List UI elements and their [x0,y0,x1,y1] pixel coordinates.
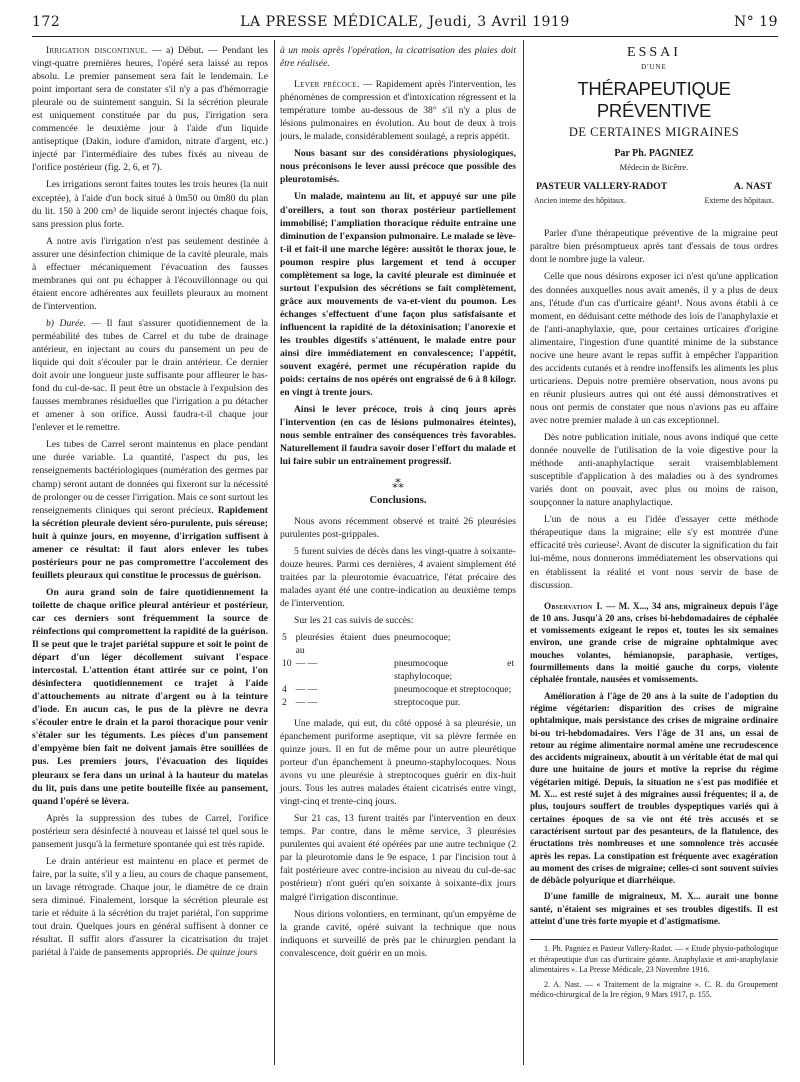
paragraph: 5 furent suivies de décès dans les vingt-quatre à soixante-douze heures. Parmi ces dernières, 4 avaient simplement été traitées par la pleurotomie évacuatrice, l'état précaire des malades ayant été une contre-indication au deuxième temps de l'intervention. [280,545,516,609]
paragraph: A notre avis l'irrigation n'est pas seulement destinée à assurer une désinfection chimique de la cavité pleurale, mais à effectuer mécaniquement l'évacuation des fausses membranes qui ont pu échapper à l'écouvillonnage ou qui étaient encore adhérentes aux feuillets pleuraux au moment de l'intervention. [32,235,268,312]
case-count: 5 [282,631,287,643]
observation-paragraph: Amélioration à l'âge de 20 ans à la suite de l'adoption du régime végétarien: disparition des crises de migraine ophtalmique, mais persistance des crises de migraine ordinaire bi-ou tri-hebdomadaires. Vers l'âge de 31 ans, un essai de retour au régime alimentaire normal amène une recrudescence des accidents migraineux, aboutit à un véritable état de mal qui dure une huitaine de jours et motive la reprise du régime végétarien mitigé. Depuis, la situation ne s'est pas modifiée et M. X... est resté sujet à des migraines aussi fréquentes; il a, de plus, toujours souffert de troubles dyspeptiques variés qui à certaines époques de sa vie ont été très accusés et se caractérisent surtout par des pesanteurs, de la flatulence, des éructations très nombreuses et une somnolence très accusée après les repas. La constipation est fréquente avec exagération au moment des crises de migraine; celles-ci sont souvent suivies de débâcle polyurique et diarrhéique. [530,690,778,886]
paragraph-text: — M. X..., 34 ans, migraineux depuis l'âge de 10 ans. Jusqu'à 20 ans, crises bi-hebdomadaires de céphalée et vomissements exigeant le repos et, toutes les six semaines environ, une grande crise de migraine ophtalmique avec mouches volantes, hémianopsie, paraphasie, vertiges, fourmillements dans la moitié gauche du corps, violente céphalée frontale, nausées et vomissements. [530,600,779,685]
column-3 [530,44,778,1005]
column-1 [32,44,268,963]
paragraph-irrigation [32,44,268,174]
column-2 [280,44,516,964]
paragraph-text: — Il faut s'assurer quotidiennement de la perméabilité des tubes de Carrel et du tube de drainage antérieur, en injectant au cours du pansement un peu de liquide qui doit s'écouler par le drain antérieur. Ce dernier doit avoir une longueur juste suffisante pour affleurer le bas-fond du cul-de-sac. Il peut être un obstacle à l'expulsion des fausses membranes résiduelles que l'irrigation a pu détacher et amener à son orifice. Aussi faudra-t-il chaque jour l'enlever et le remettre. [32,317,268,434]
journal-title: LA PRESSE MÉDICALE, Jeudi, 3 Avril 1919 [240,14,570,30]
table-row [280,683,516,696]
cases-table [280,631,516,709]
conclusions-heading: Conclusions. [369,494,427,506]
header-rule [32,36,778,37]
section-ornament: ⁂ [392,477,404,492]
observation-lead: Observation I. [544,600,603,611]
paragraph: Celle que nous désirons exposer ici n'est qu'une application des données auxquelles nous avait amenés, il y a plus de deux ans, l'étude d'un cas d'urticaire géant¹. Nous avons établi à ce moment, en déduisant cette méthode des lois de l'anaphylaxie et de l'anti-anaphylaxie, que, pour certaines urticaires d'origine alimentaire, l'ingestion d'une quantité minime de la substance nocive une heure avant le repas suffit à empêcher l'apparition des accidents cutanés et à rendre inoffensifs les aliments les plus urticariens. Depuis notre première observation, nous avons pu en réunir plusieurs autres qui ont été aussi démonstratives et nous ont permis de constater que nous n'avions pas eu affaire avec notre premier malade à un cas exceptionnel. [530,271,778,426]
authors-row [530,180,778,193]
issue-number: N° 19 [733,14,778,30]
case-count: 10 [282,657,292,669]
paragraph [32,438,268,582]
affiliations-row [530,194,778,207]
table-row [280,696,516,709]
paragraph-lever-precoce [280,78,516,143]
paragraph: Les irrigations seront faites toutes les trois heures (la nuit exceptée), à l'aide d'un bock situé à 0m50 ou 0m80 du plan du lit. 150 à 200 cm³ de liquide seront injectés chaque fois, sans pression plus forte. [32,179,268,230]
article-title: THÉRAPEUTIQUE PRÉVENTIVE [577,78,731,122]
footnote-rule [530,939,778,940]
footnote-2: 2. A. Nast. — « Traitement de la migraine ». C. R. du Groupement médico-chirurgical de la Ire région, 9 Mars 1917, p. 155. [530,979,778,1000]
paragraph: Après la suppression des tubes de Carrel, l'orifice postérieur sera désinfecté à nouveau et laissé tel quel sous le pansement jusqu'à la fermeture spontanée qui est très rapide. [32,812,268,850]
paragraph-text: Le drain antérieur est maintenu en place et permet de faire, par la suite, s'il y a lieu, au cours de chaque pansement, un lavage rétrograde. Chaque jour, le diamètre de ce drain sera diminué. Finalement, lorsque la sécrétion pleurale est tarie et réduite à la sécrétion du trajet pariétal, l'on supprime tout drain. Quelques jours en général suffisent à donner ce résultat. Il suffit alors d'assurer la cicatrisation du trajet pariétal à l'aide de pansements appropriés. [32,855,268,959]
paragraph-text: — a) Début. — Pendant les vingt-quatre premières heures, l'opéré sera laissé au repos absolu. Le premier pansement sera fait le lendemain. Le point important sera de constater s'il n'y a pas d'hémorragie pleurale ou de suintement sanguin. Si la sécrétion pleurale est uniquement constituée par du pus, l'irrigation sera commencée le deuxième jour à l'aide d'un liquide antiseptique (Dakin, iodure d'amidon, nitrate d'argent, etc.) injecté par l'intermédiaire des tubes fixés au niveau de l'orifice postérieur (fig. 2, 6, et 7). [32,45,268,174]
paragraph-italic-text: De quinze jours [196,947,258,959]
table-row [280,657,516,683]
article-kicker-sub: D'UNE [641,63,667,72]
paragraph: Parler d'une thérapeutique préventive de la migraine peut paraître bien présomptueux après tant d'essais de tous ordres dont le nombre juge la valeur. [530,228,778,266]
paragraph: L'un de nous a eu l'idée d'essayer cette méthode thérapeutique dans la migraine; elle s'y est montrée d'une efficacité très curieuse². Avant de discuter la signification du fait lui-même, nous donnerons immédiatement les observations qui en établissent la réalité et vont nous servir de base de discussion. [530,514,778,591]
section-lead-lever: Lever précoce. [294,79,360,91]
paragraph-bold-text: Rapidement la sécrétion pleurale devient séro-purulente, puis séreuse; huit à quinze jours, en moyenne, d'irrigation suffisent à amener ce résultat: il faut alors enlever les tubes postérieurs pour ne pas compromettre l'accolement des feuillets pleuraux qui constitue le processus de guérison. [32,504,268,581]
column-divider-1 [274,40,275,1065]
section-lead-duree: b) Durée. [46,317,86,329]
article-kicker: ESSAI [627,45,681,60]
paragraph: Dès notre publication initiale, nous avons indiqué que cette donnée nouvelle de l'utilisation de la voie digestive pour la méthode anti-anaphylactique serait vraisemblablement susceptible d'application à des maladies ou à des syndromes variés dont on pouvait, avec plus ou moins de raison, soupçonner la nature anaphylactique. [530,432,778,509]
page-number: 172 [32,14,61,30]
affiliation-pagniez: Médecin de Bicêtre. [619,162,689,173]
paragraph-bold: Ainsi le lever précoce, trois à cinq jours après l'intervention (en cas de lésions pulmonaires éteintes), nous semble entraîner des conséquences très favorables. Naturellement il faudra savoir doser l'effort du malade et lui faire subir un entraînement progressif. [280,404,516,468]
paragraph: Sur 21 cas, 13 furent traités par l'intervention en deux temps. Par contre, dans le même service, 3 pleurésies purulentes qui avaient été opérées par une autre technique (2 par la pleurotomie dans le 9e espace, 1 par l'incision tout à fait postérieure avec contre-incision au niveau du cul-de-sac postérieur) n'ont guéri qu'en soixante à soixante-dix jours malgré l'irrigation discontinue. [280,813,516,903]
case-germ: streptocoque pur. [394,696,461,708]
article-subtitle: DE CERTAINES MIGRAINES [568,125,740,140]
paragraph-italic: à un mois après l'opération, la cicatrisation des plaies doit être réalisée. [280,45,516,70]
case-count: 2 [282,696,287,708]
case-label: pleurésies étaient dues au [295,631,391,656]
case-germ: pneumocoque et staphylocoque; [394,657,514,682]
affiliation-vallery-radot: Ancien interne des hôpitaux. [534,196,626,206]
paragraph: Nous dirions volontiers, en terminant, qu'un empyème de la grande cavité, opéré suivant la technique que nous indiquons et surveillé de près par le chirurgien pendant la convalescence, doit guérir en un mois. [280,908,516,959]
paragraph: Sur les 21 cas suivis de succès: [294,614,414,626]
case-germ: pneumocoque; [394,631,451,643]
table-row [280,631,516,657]
footnote-1: 1. Ph. Pagniez et Pasteur Vallery-Radot. — « Etude physio-pathologique et thérapeutique d'un cas d'urticaire géante. Anaphylaxie et anti-anaphylaxie alimentaires ». La Presse Médicale, 23 Novembre 1916. [530,944,778,975]
paragraph-duree [32,317,268,434]
author-nast: A. NAST [733,181,772,193]
paragraph-bold: Un malade, maintenu au lit, et appuyé sur une pile d'oreillers, a tout son thorax postérieur partiellement immobilisé; l'ampliation thoracique réduite entraîne une diminution de l'expansion pulmonaire. Le malade se lève-t-il et fait-il une marche légère: aussitôt le thorax joue, le poumon respire plus largement et tend à occuper complètement sa loge, la cavité pleurale est diminuée et surtout l'expulsion des sécrétions se fait complètement, grâce aux mouvements de va-et-vient du poumon. Les échanges s'effectuent d'une façon plus satisfaisante et influencent la rapidité de la détoxinisation; l'anorexie et les troubles digestifs s'atténuent, le malade entre pour ainsi dire immédiatement en convalescence; l'appétit, souvent exagéré, permet une récupération rapide du poids: certains de nos opérés ont engraissé de 6 à 8 kilogr. en vingt à trente jours. [280,191,516,399]
observation-paragraph: D'une famille de migraineux, M. X... aurait une bonne santé, n'étaient ses migraines et ses troubles digestifs. Il est atteint d'une très forte myopie et d'astigmatisme. [530,891,778,927]
paragraph: Une malade, qui eut, du côté opposé à sa pleurésie, un épanchement puriforme aseptique, vit sa plèvre fermée en quinze jours. Il en fut de même pour un autre pleurétique porteur d'un épanchement à pneumo-staphylocoques. Nous avons vu une pleurésie à streptocoques guérir en dix-huit jours. Tous les autres malades étaient cicatrisés entre vingt, vingt-cinq et trente-cinq jours. [280,717,516,808]
case-count: 4 [282,683,287,695]
affiliation-nast: Externe des hôpitaux. [704,196,774,206]
paragraph: Nous avons récemment observé et traité 26 pleurésies purulentes post-grippales. [280,515,516,540]
paragraph-bold: On aura grand soin de faire quotidiennement la toilette de chaque orifice pleural antérieur et postérieur, car ces derniers sont fréquemment la source de réinfections qui compromettent la rapidité de la guérison. Il se peut que le trajet pariétal suppure et soit le point de départ d'un léger décollement suivant l'espace intercostal. L'attention étant attirée sur ce point, l'on désinfectera quotidiennement ce trajet à l'aide d'attouchements au nitrate d'argent ou à la teinture d'iode. En aucun cas, le pus de la plèvre ne devra s'écouler entre le drain et la paroi thoracique pour venir s'étaler sur les téguments. Les pièces d'un pansement d'empyème bien fait ne doivent jamais être souillées de pus. Les premiers jours, l'évacuation des liquides pleuraux se fera dans un urinal à la hauteur du matelas du lit, puis dans une petite bouteille fixée au pansement, quand l'opéré se lèvera. [32,586,268,807]
author-vallery-radot: PASTEUR VALLERY-RADOT [536,181,668,193]
column-divider-2 [523,40,524,1065]
paragraph-bold: Nous basant sur des considérations physiologiques, nous préconisons le lever aussi précoce que possible des pleurotomisés. [280,148,516,186]
case-label: — — [295,683,318,695]
author-pagniez: Par Ph. PAGNIEZ [614,148,694,160]
observation-1 [530,600,778,686]
page-header [32,14,778,34]
case-label: — — [295,696,318,708]
section-lead-irrigation: Irrigation discontinue. [46,45,148,56]
paragraph [32,855,268,959]
paragraph-text: — Rapidement après l'intervention, les phénomènes de compression et d'intoxication régressent et la température tombe au-dessous de 38° s'il n'y a plus de lésions pulmonaires en évolution. Au bout de deux à trois jours, le malade, considérablement soulagé, a repris appétit. [280,79,517,143]
paragraph-text: Les tubes de Carrel seront maintenus en place pendant une durée variable. La quantité, l'aspect du pus, les renseignements bactériologiques (numération des germes par champ) seront autant de données qui fixeront sur la nécessité de prolonger ou de cesser l'irrigation. Mais ce sont surtout les renseignements cliniques qui seront précieux. [32,439,268,516]
case-label: — — [295,657,318,669]
case-germ: pneumocoque et streptocoque; [394,683,512,695]
